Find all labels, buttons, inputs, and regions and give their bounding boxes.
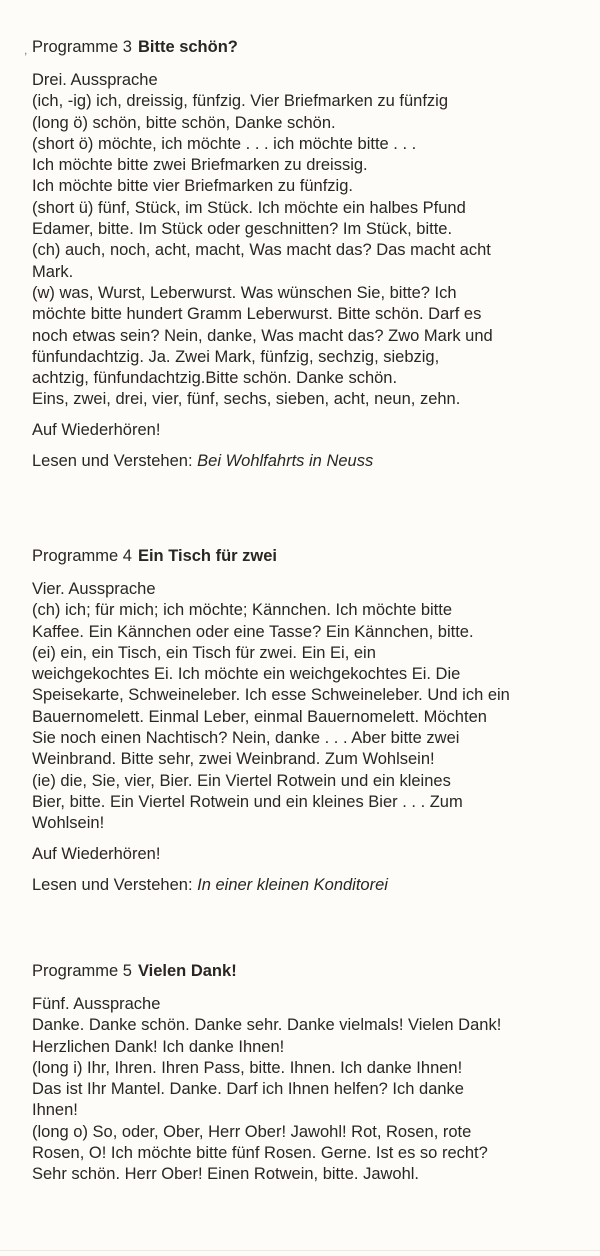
programme-label: Programme 4 [32, 547, 132, 565]
reading-title: In einer kleinen Konditorei [197, 875, 388, 894]
programme-4-section [32, 545, 577, 896]
text-line: Mark. [32, 262, 74, 281]
page-edge-divider [0, 1250, 600, 1251]
text-line: (ie) die, Sie, vier, Bier. Ein Viertel Rotwein und ein kleines [32, 771, 451, 790]
programme-title: Bitte schön? [137, 38, 238, 56]
text-line: (short ü) fünf, Stück, im Stück. Ich möchte ein halbes Pfund [32, 198, 466, 217]
text-line: Bier, bitte. Ein Viertel Rotwein und ein kleines Bier . . . Zum [32, 792, 463, 811]
reading-label: Lesen und Verstehen: [32, 875, 193, 894]
text-line: Ich möchte bitte vier Briefmarken zu fünfzig. [32, 177, 353, 196]
text-line: Das ist Ihr Mantel. Danke. Darf ich Ihnen helfen? Ich danke [32, 1080, 464, 1099]
text-line: (ich, -ig) ich, dreissig, fünfzig. Vier Briefmarken zu fünfzig [32, 92, 449, 111]
programme-title: Ein Tisch für zwei [137, 547, 278, 565]
aussprache-heading: Vier. Aussprache [32, 580, 156, 598]
text-line: (w) was, Wurst, Leberwurst. Was wünschen Sie, bitte? Ich [32, 283, 457, 302]
text-line: Eins, zwei, drei, vier, fünf, sechs, sieben, acht, neun, zehn. [32, 390, 461, 409]
aussprache-heading: Fünf. Aussprache [32, 995, 161, 1013]
margin-mark: , [24, 43, 28, 57]
programme-5-section [32, 960, 577, 1186]
text-line: fünfundachtzig. Ja. Zwei Mark, fünfzig, sechzig, siebzig, [32, 347, 440, 366]
programme-label: Programme 5 [32, 962, 132, 980]
text-line: Speisekarte, Schweineleber. Ich esse Schweineleber. Und ich ein [32, 686, 510, 705]
reading-reference [32, 451, 577, 472]
text-line: Sehr schön. Herr Ober! Einen Rotwein, bitte. Jawohl. [32, 1165, 420, 1184]
programme-5-header [32, 960, 577, 982]
programme-4-header [32, 545, 577, 567]
text-line: (long o) So, oder, Ober, Herr Ober! Jawohl! Rot, Rosen, rote [32, 1122, 472, 1141]
programme-label: Programme 3 [32, 38, 132, 56]
text-line: (ch) ich; für mich; ich möchte; Kännchen. Ich möchte bitte [32, 601, 453, 620]
text-line: (ch) auch, noch, acht, macht, Was macht das? Das macht acht [32, 241, 491, 260]
text-line: Weinbrand. Bitte sehr, zwei Weinbrand. Zum Wohlsein! [32, 750, 435, 769]
text-line: (long i) Ihr, Ihren. Ihren Pass, bitte. Ihnen. Ich danke Ihnen! [32, 1058, 463, 1077]
text-line: Danke. Danke schön. Danke sehr. Danke vielmals! Vielen Dank! [32, 1016, 502, 1035]
text-line: (ei) ein, ein Tisch, ein Tisch für zwei. Ein Ei, ein [32, 643, 376, 662]
reading-reference [32, 875, 577, 896]
text-line: Rosen, O! Ich möchte bitte fünf Rosen. Gerne. Ist es so recht? [32, 1144, 488, 1163]
text-line: Herzlichen Dank! Ich danke Ihnen! [32, 1037, 285, 1056]
text-line: weichgekochtes Ei. Ich möchte ein weichgekochtes Ei. Die [32, 665, 461, 684]
programme-3-header [32, 36, 577, 58]
programme-title: Vielen Dank! [137, 962, 237, 980]
text-line: Wohlsein! [32, 814, 105, 833]
closing-line: Auf Wiederhören! [32, 844, 161, 863]
text-line: (short ö) möchte, ich möchte . . . ich möchte bitte . . . [32, 134, 417, 153]
text-line: Bauernomelett. Einmal Leber, einmal Bauernomelett. Möchten [32, 707, 487, 726]
text-line: Ihnen! [32, 1101, 78, 1120]
text-line: Edamer, bitte. Im Stück oder geschnitten? Im Stück, bitte. [32, 220, 453, 239]
aussprache-heading: Drei. Aussprache [32, 71, 158, 89]
reading-title: Bei Wohlfahrts in Neuss [197, 452, 374, 471]
programme-3-section [32, 36, 577, 472]
closing-line: Auf Wiederhören! [32, 420, 161, 439]
text-line: Ich möchte bitte zwei Briefmarken zu dreissig. [32, 156, 368, 175]
text-line: Sie noch einen Nachtisch? Nein, danke . . . Aber bitte zwei [32, 729, 460, 748]
text-line: noch etwas sein? Nein, danke, Was macht das? Zwo Mark und [32, 326, 493, 345]
reading-label: Lesen und Verstehen: [32, 452, 193, 471]
text-line: möchte bitte hundert Gramm Leberwurst. Bitte schön. Darf es [32, 305, 482, 324]
text-line: (long ö) schön, bitte schön, Danke schön. [32, 113, 336, 132]
text-line: achtzig, fünfundachtzig.Bitte schön. Danke schön. [32, 369, 398, 388]
text-line: Kaffee. Ein Kännchen oder eine Tasse? Ein Kännchen, bitte. [32, 622, 474, 641]
